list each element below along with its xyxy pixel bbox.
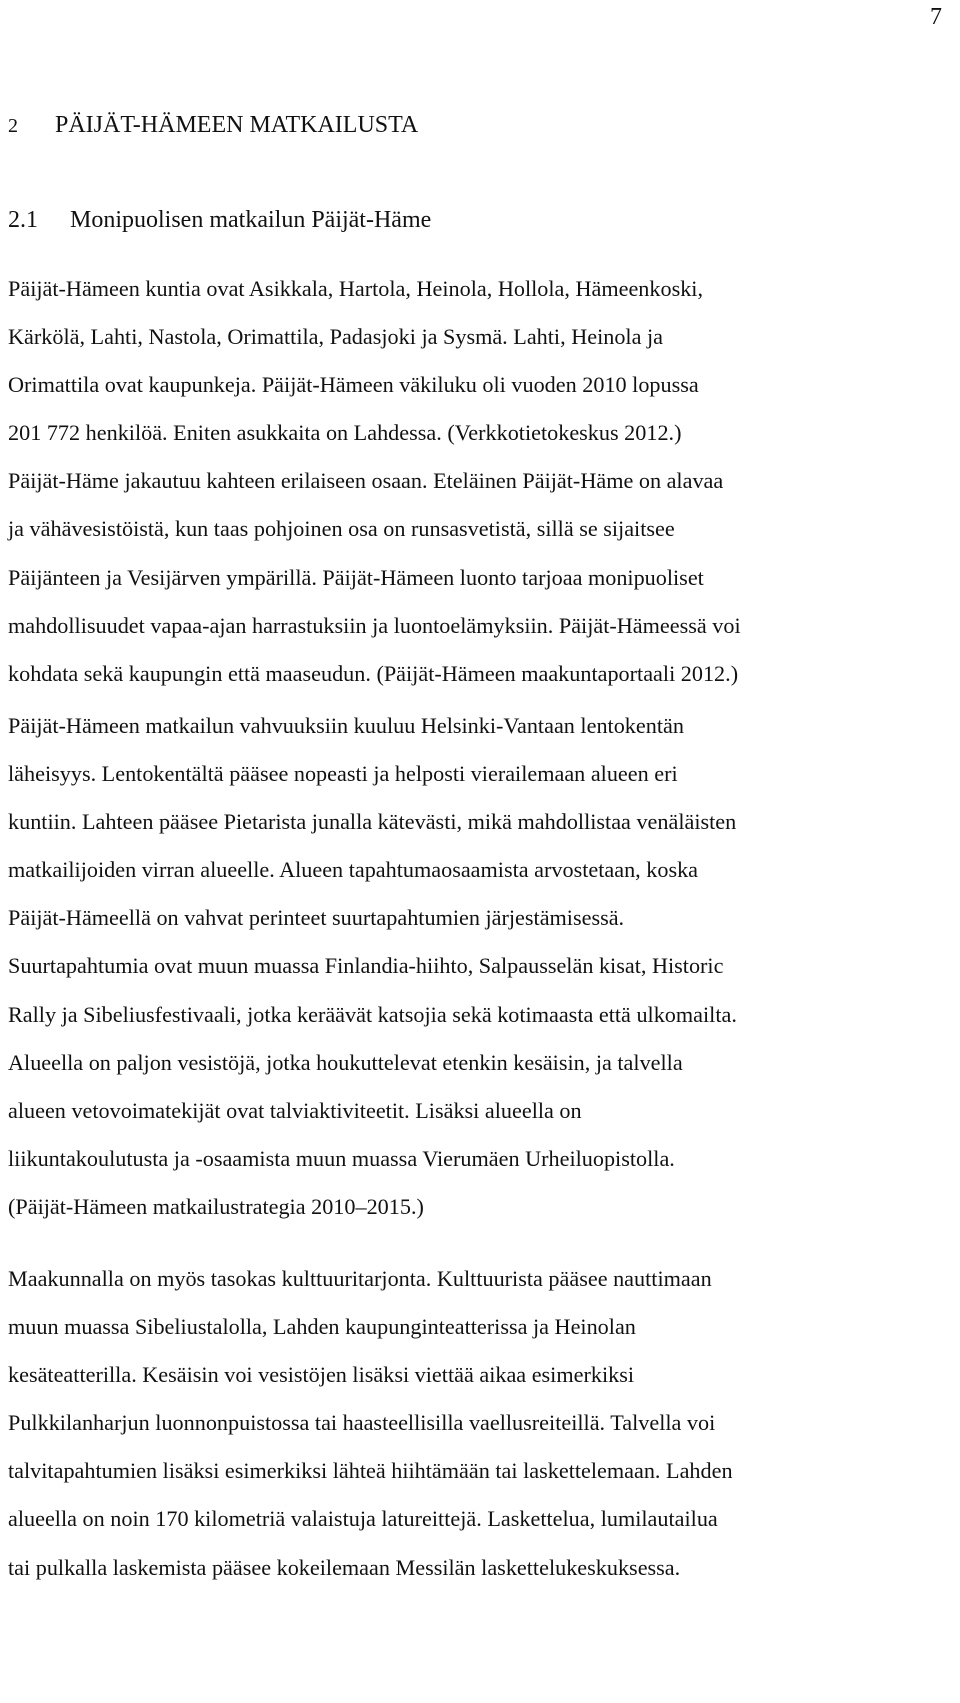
paragraph-line: kohdata sekä kaupungin että maaseudun. (Päijät-Hämeen maakuntaportaali 2012.) — [8, 660, 739, 686]
chapter-title: PÄIJÄT-HÄMEEN MATKAILUSTA — [55, 112, 419, 138]
paragraph-line: liikuntakoulutusta ja -osaamista muun muassa Vierumäen Urheiluopistolla. — [8, 1145, 675, 1171]
paragraph-line: mahdollisuudet vapaa-ajan harrastuksiin ja luontoelämyksiin. Päijät-Hämeessä voi — [8, 612, 741, 638]
paragraph-line: (Päijät-Hämeen matkailustrategia 2010–2015.) — [8, 1193, 424, 1219]
paragraph-line: Kärkölä, Lahti, Nastola, Orimattila, Padasjoki ja Sysmä. Lahti, Heinola ja — [8, 324, 663, 350]
paragraph-line: Orimattila ovat kaupunkeja. Päijät-Hämeen väkiluku oli vuoden 2010 lopussa — [8, 372, 699, 398]
chapter-number: 2 — [8, 115, 18, 137]
paragraph-line: matkailijoiden virran alueelle. Alueen tapahtumaosaamista arvostetaan, koska — [8, 857, 699, 883]
paragraph-line: 201 772 henkilöä. Eniten asukkaita on Lahdessa. (Verkkotietokeskus 2012.) — [8, 420, 682, 446]
paragraph-line: kesäteatterilla. Kesäisin voi vesistöjen lisäksi viettää aikaa esimerkiksi — [8, 1362, 634, 1388]
paragraph-culture — [8, 1255, 953, 1592]
paragraph-line: Päijät-Hämeellä on vahvat perinteet suurtapahtumien järjestämisessä. — [8, 905, 625, 931]
paragraph-line: tai pulkalla laskemista pääsee kokeilemaan Messilän laskettelukeskuksessa. — [8, 1554, 681, 1580]
paragraph-line: talvitapahtumien lisäksi esimerkiksi lähteä hiihtämään tai laskettelemaan. Lahden — [8, 1458, 733, 1484]
paragraph-line: Maakunnalla on myös tasokas kulttuuritarjonta. Kulttuurista pääsee nauttimaan — [8, 1266, 712, 1291]
paragraph-line: kuntiin. Lahteen pääsee Pietarista junalla kätevästi, mikä mahdollistaa venäläisten — [8, 809, 737, 835]
section-number: 2.1 — [8, 207, 38, 233]
paragraph-line: Rally ja Sibeliusfestivaali, jotka keräävät katsojia sekä kotimaasta että ulkomailta. — [8, 1001, 737, 1027]
paragraph-line: läheisyys. Lentokentältä pääsee nopeasti ja helposti vierailemaan alueen eri — [8, 761, 678, 787]
paragraph-line: Suurtapahtumia ovat muun muassa Finlandia-hiihto, Salpausselän kisat, Historic — [8, 953, 724, 979]
section-heading — [8, 205, 431, 235]
paragraph-line: ja vähävesistöistä, kun taas pohjoinen osa on runsasvetistä, sillä se sijaitsee — [8, 516, 675, 542]
paragraph-line: Alueella on paljon vesistöjä, jotka houkuttelevat etenkin kesäisin, ja talvella — [8, 1049, 683, 1075]
page-number: 7 — [930, 4, 942, 30]
paragraph-line: alueella on noin 170 kilometriä valaistuja latureittejä. Laskettelua, lumilautailua — [8, 1506, 718, 1532]
paragraph-line: Päijät-Hämeen kuntia ovat Asikkala, Hartola, Heinola, Hollola, Hämeenkoski, — [8, 276, 704, 301]
paragraph-line: Päijät-Häme jakautuu kahteen erilaiseen osaan. Eteläinen Päijät-Häme on alavaa — [8, 468, 724, 494]
section-title: Monipuolisen matkailun Päijät-Häme — [70, 207, 432, 233]
paragraph-tourism-strengths — [8, 702, 953, 1231]
paragraph-line: Päijät-Hämeen matkailun vahvuuksiin kuuluu Helsinki-Vantaan lentokentän — [8, 713, 684, 738]
paragraph-line: muun muassa Sibeliustalolla, Lahden kaupunginteatterissa ja Heinolan — [8, 1314, 636, 1340]
paragraph-municipalities — [8, 265, 953, 698]
paragraph-line: Päijänteen ja Vesijärven ympärillä. Päijät-Hämeen luonto tarjoaa monipuoliset — [8, 564, 704, 590]
paragraph-line: alueen vetovoimatekijät ovat talviaktiviteetit. Lisäksi alueella on — [8, 1097, 582, 1123]
chapter-heading — [8, 110, 418, 141]
paragraph-line: Pulkkilanharjun luonnonpuistossa tai haasteellisilla vaellusreiteillä. Talvella voi — [8, 1410, 716, 1436]
